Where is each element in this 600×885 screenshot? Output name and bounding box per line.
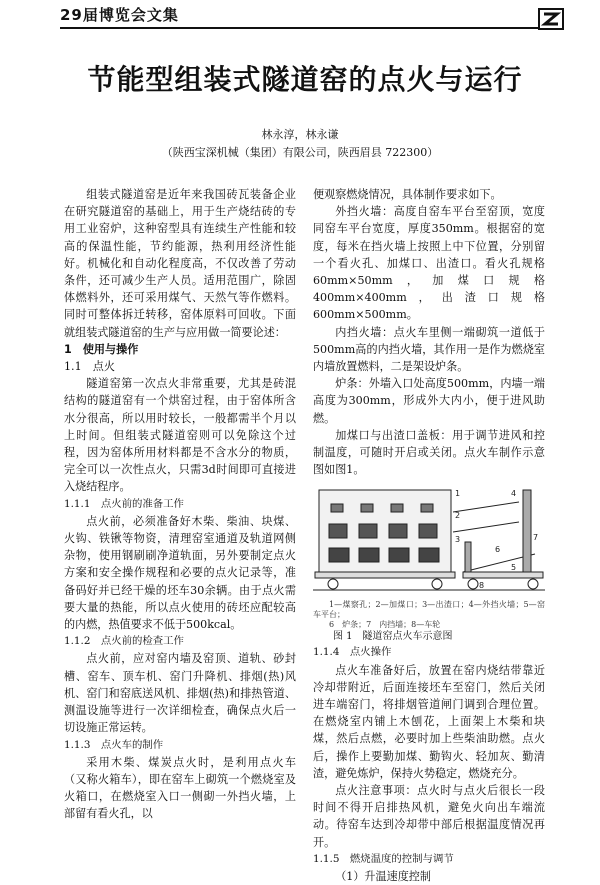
paragraph-1-1-3: 采用木柴、煤炭点火时，是利用点火车（又称火箱车），即在窑车上砌筑一个燃烧室及火箱口，在燃烧室入口一侧砌一外挡火墙，上部留有看火孔，以	[64, 755, 296, 821]
paragraph-covers: 加煤口与出渣口盖板：用于调节进风和控制温度，可随时开启或关闭。点火车制作示意图如图1。	[313, 428, 545, 477]
section-heading-1: 1 使用与操作	[64, 342, 139, 356]
paragraph-inner-wall: 内挡火墙：点火车里侧一端砌筑一道低于500mm高的内挡火墙，其作用一是作为燃烧室内墙放置燃料，二是架设炉条。	[313, 325, 545, 374]
subsection-heading-1-1-3: 1.1.3 点火车的制作	[64, 738, 164, 751]
subsection-heading-1-1-1: 1.1.1 点火前的准备工作	[64, 497, 184, 510]
list-item-heating-rate: （1）升温速度控制	[335, 870, 431, 884]
authors: 林永淳，林永谦	[261, 128, 339, 141]
paragraph-1-1-1: 点火前，必须准备好木柴、柴油、块煤、火钩、铁锹等物资，清理窑室通道及轨道网侧杂物，使用钢刷刷净道轨面，另外要制定点火方案和安全操作规程和必要的点火记录等，准备码好并已经干燥的坯车30余辆。由于点火需要大量的热能，所以点火使用的砖坯应配较高的内燃，热值要求不低于500kcal。	[64, 514, 296, 632]
left-column	[64, 186, 296, 823]
figure-number-8: 8	[479, 581, 485, 591]
figure-number-3: 3	[455, 535, 461, 545]
subsection-heading-1-1-4: 1.1.4 点火操作	[313, 646, 392, 659]
publisher-logo-icon	[538, 8, 564, 30]
subsection-heading-1-1: 1.1 点火	[64, 360, 115, 374]
figure-legend-line-2: 6 炉条；7 内挡墙；8—车轮	[329, 620, 441, 630]
header-rule	[60, 27, 540, 29]
diagram-wheel	[328, 579, 338, 589]
subsection-heading-1-1-2: 1.1.2 点火前的检查工作	[64, 635, 184, 648]
diagram-sight-hole	[331, 504, 343, 512]
paragraph-continued: 便观察燃烧情况，具体制作要求如下。	[313, 188, 502, 201]
diagram-car-platform	[315, 572, 455, 578]
paragraph-outer-wall: 外挡火墙：高度自窑车平台至窑顶，宽度同窑车平台宽度，厚度350mm。根据窑的宽度，每米在挡火墙上按照上中下位置，分别留一个看火孔、加煤口、出渣口。看火孔规格60mm×50mm，加煤口规格400mm×400mm，出渣口规格600mm×500mm。	[313, 205, 545, 322]
ignition-car-diagram	[313, 482, 545, 600]
right-column	[313, 186, 545, 885]
paragraph-1-1-4: 点火车准备好后，放置在窑内烧结带靠近冷却带附近，后面连接坯车至窑门，然后关闭进车端窑门，将排烟管道闸门调到合理位置。在燃烧室内铺上木刨花，上面架上木柴和块煤，然后点燃，必要时加上些柴油助燃。点火后，操作上要勤加煤、勤钩火、轻加灰、勤清渣，避免炼炉，保持火势稳定，燃烧充分。	[313, 663, 545, 780]
figure-number-7: 7	[533, 533, 539, 543]
paragraph-1-1-2: 点火前，应对窑内墙及窑顶、道轨、砂封槽、窑车、顶车机、窑门升降机、排烟(热)风机、窑门和窑底送风机、排烟(热)和排热管道、测温设施等进行一次详细检查，确保点火后一切设施正常运转。	[64, 652, 296, 735]
figure-number-2: 2	[455, 511, 461, 521]
figure-number-1: 1	[455, 489, 461, 499]
figure-number-5: 5	[511, 563, 517, 573]
affiliation: （陕西宝深机械（集团）有限公司，陕西眉县 722300）	[161, 146, 439, 159]
figure-caption: 图 1 隧道窑点火车示意图	[333, 631, 453, 643]
running-header: 29届博览会文集	[60, 6, 179, 24]
diagram-inner-wall	[523, 490, 531, 572]
paragraph-1-1: 隧道窑第一次点火非常重要，尤其是砖混结构的隧道窑有一个烘窑过程，由于窑体所含水分很高，所以用时较长，一般都需半个月以上时间。但组装式隧道窑则可以免除这个过程，因为窑体所用材料都是不含水分的物质，完全可以一次性点火，只需3d时间即可直接进入烧结程序。	[64, 377, 296, 494]
article-title: 节能型组装式隧道窑的点火与运行	[87, 63, 523, 96]
intro-paragraph: 组装式隧道窑是近年来我国砖瓦装备企业在研究隧道窑的基础上，用于生产烧结砖的专用工业窑炉，这种窑型具有连续生产性能和较高的保温性能，节约能源，热利用经济性能好。机械化和自动化程度高，不仅改善了劳动条件，还可减少生产人员。适用范围广，除固体燃料外，还可采用煤气、天然气等作燃料。同时可整体拆迁转移，窑体原料可回收。下面就组装式隧道窑的生产与应用做一简要论述：	[64, 188, 296, 339]
figure-number-6: 6	[495, 545, 501, 555]
figure-1	[313, 482, 545, 600]
diagram-feed-opening	[329, 524, 347, 538]
paragraph-ignition-notes: 点火注意事项：点火时与点火后很长一段时间不得开启排热风机，避免火向出车端流动。待窑车达到冷却带中部后根据温度情况再开。	[313, 784, 545, 849]
paragraph-grate: 炉条：外墙入口处高度500mm，内墙一端高度为300mm，形成外大内小，便于进风助燃。	[313, 377, 545, 425]
figure-legend-line-1: 1—煤察孔；2—加煤口；3—出渣口；4—外挡火墙；5—窑车平台；	[313, 600, 545, 620]
subsection-heading-1-1-5: 1.1.5 燃烧温度的控制与调节	[313, 852, 454, 865]
figure-number-4: 4	[511, 489, 517, 499]
diagram-slag-outlet	[329, 548, 349, 562]
